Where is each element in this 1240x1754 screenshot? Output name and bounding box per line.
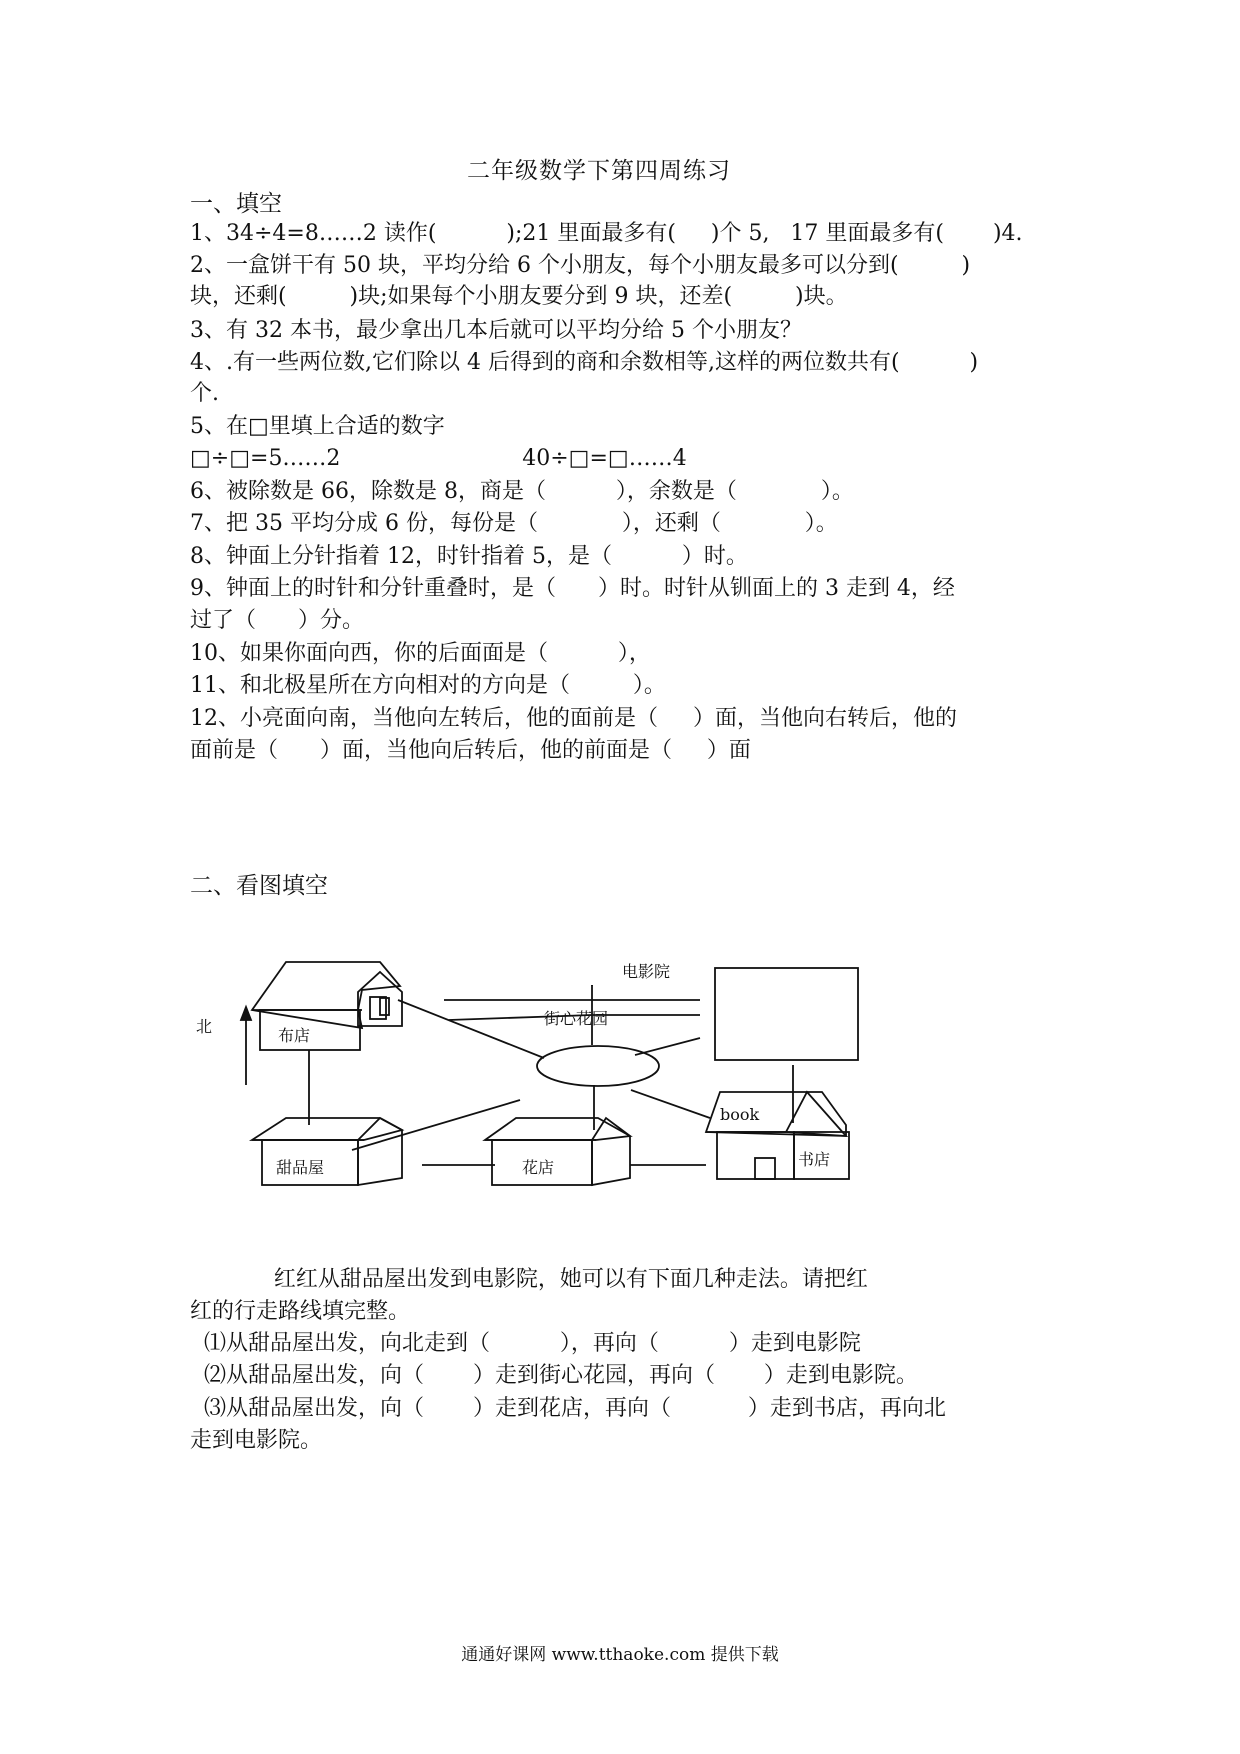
question-line: 5、在□里填上合适的数字 bbox=[190, 414, 445, 439]
map-diagram bbox=[190, 940, 1070, 1240]
road-dessert-garden bbox=[352, 1100, 520, 1150]
question-line: 2、一盒饼干有 50 块，平均分给 6 个小朋友，每个小朋友最多可以分到( ) bbox=[190, 253, 971, 278]
page-title: 二年级数学下第四周练习 bbox=[467, 158, 731, 184]
route-line: ⑵从甜品屋出发，向（ ）走到街心花园，再向（ ）走到电影院。 bbox=[190, 1363, 918, 1388]
question-line: 1、34÷4=8……2 读作( );21 里面最多有( )个 5, 17 里面最多有( )4. bbox=[190, 221, 1023, 246]
book-sign: book bbox=[720, 1105, 760, 1124]
dessert-house-building bbox=[252, 1118, 402, 1185]
cloth-shop-label: 布店 bbox=[278, 1026, 311, 1045]
question-line: 8、钟面上分针指着 12，时针指着 5，是（ ）时。 bbox=[190, 544, 748, 569]
dessert-house-label: 甜品屋 bbox=[276, 1158, 325, 1177]
route-line: ⑴从甜品屋出发，向北走到（ ），再向（ ）走到电影院 bbox=[190, 1331, 861, 1356]
flower-shop-label: 花店 bbox=[522, 1158, 555, 1177]
cloth-shop-building bbox=[252, 962, 402, 1050]
question-line: 7、把 35 平均分成 6 份，每份是（ ），还剩（ ）。 bbox=[190, 511, 838, 536]
question-line: 4、.有一些两位数,它们除以 4 后得到的商和余数相等,这样的两位数共有( ) bbox=[190, 350, 979, 375]
route-line: 红红从甜品屋出发到电影院，她可以有下面几种走法。请把红 bbox=[190, 1267, 868, 1292]
garden-label: 街心花园 bbox=[544, 1009, 609, 1028]
section-2-heading: 二、看图填空 bbox=[190, 873, 328, 899]
question-line: □÷□=5……2 40÷□=□……4 bbox=[190, 446, 687, 471]
question-line: 6、被除数是 66，除数是 8，商是（ ），余数是（ ）。 bbox=[190, 479, 854, 504]
question-line: 11、和北极星所在方向相对的方向是（ ）。 bbox=[190, 673, 666, 698]
question-line: 9、钟面上的时针和分针重叠时，是（ ）时。时针从钏面上的 3 走到 4，经 bbox=[190, 576, 955, 601]
question-line: 过了（ ）分。 bbox=[190, 608, 364, 633]
road-cloth-garden bbox=[398, 1000, 544, 1058]
road-garden-book bbox=[631, 1090, 710, 1118]
question-line: 10、如果你面向西，你的后面面是（ ）， bbox=[190, 641, 651, 666]
route-line: 红的行走路线填完整。 bbox=[190, 1299, 411, 1324]
cinema-label: 电影院 bbox=[622, 962, 671, 981]
section-1-heading: 一、填空 bbox=[190, 191, 282, 217]
question-line: 12、小亮面向南，当他向左转后，他的面前是（ ）面，当他向右转后，他的 bbox=[190, 706, 957, 731]
flower-shop-building bbox=[485, 1118, 630, 1185]
north-label: 北 bbox=[196, 1017, 213, 1036]
question-line: 个. bbox=[190, 381, 219, 406]
cinema-box bbox=[715, 968, 858, 1060]
question-line: 块，还剩( )块;如果每个小朋友要分到 9 块，还差( )块。 bbox=[190, 284, 848, 309]
question-line: 面前是（ ）面，当他向后转后，他的前面是（ ）面 bbox=[190, 738, 751, 763]
route-line: 走到电影院。 bbox=[190, 1428, 323, 1453]
garden-ellipse bbox=[537, 1046, 659, 1086]
north-arrow-head bbox=[241, 1007, 251, 1020]
bookstore-label: 书店 bbox=[798, 1150, 831, 1169]
route-line: ⑶从甜品屋出发，向（ ）走到花店，再向（ ）走到书店，再向北 bbox=[190, 1396, 946, 1421]
question-line: 3、有 32 本书，最少拿出几本后就可以平均分给 5 个小朋友？ bbox=[190, 318, 802, 343]
footer-credit: 通通好课网 www.tthaoke.com 提供下载 bbox=[461, 1645, 779, 1665]
